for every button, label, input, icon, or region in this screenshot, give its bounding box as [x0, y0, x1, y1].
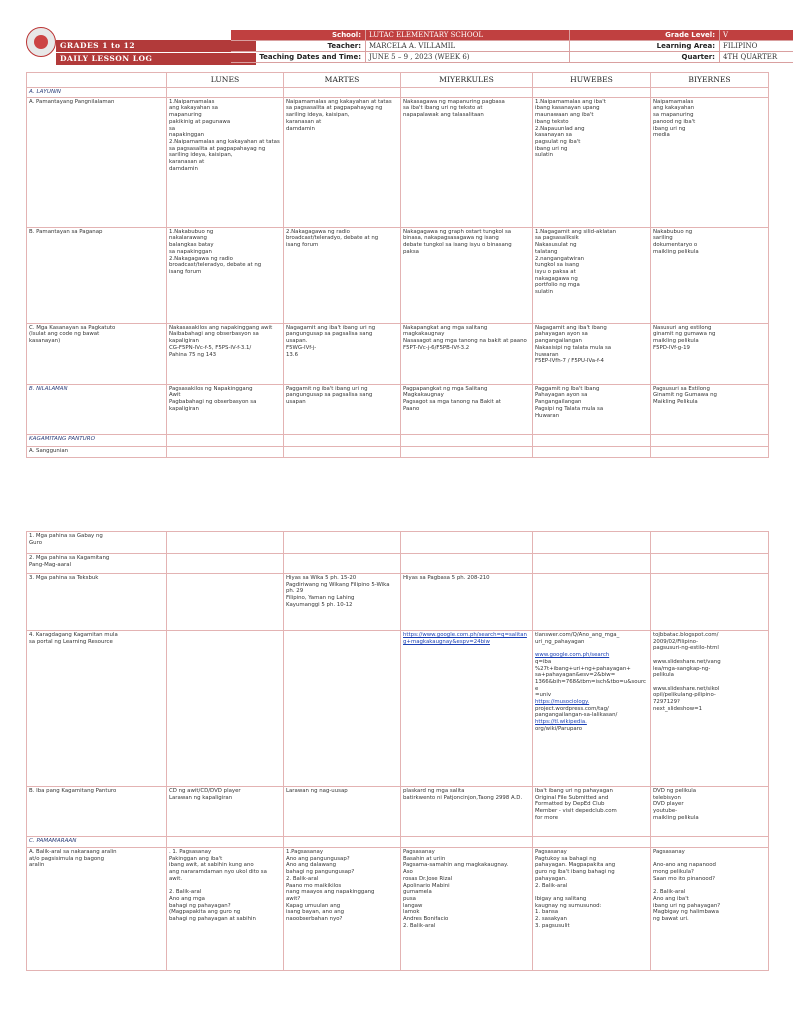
paganap-miyerkules: Nakagagawa ng graph ostart tungkol sa binasa, nakapagsasagawa ng isang debate tungkol sa isang isyu o binasang paksa	[401, 227, 533, 323]
lr-huwebes-text1: tlanswer.com/Q/Ano_ang_mga_ uri_ng_pahayagan	[535, 632, 620, 645]
teksbuk-lunes	[167, 574, 284, 631]
lesson-log-header	[26, 27, 778, 67]
learning-resource-label: 4. Karagdagang Kagamitan mula sa portal ng Learning Resource	[27, 631, 167, 787]
lr-huwebes-text2: q=iba %27t+ibang+uri+ng+pahayagan+ sa+pahayagan&esv=2&biw= 1366&bih=768&tbm=isch&tbo=u&source =univ	[535, 658, 647, 699]
kasanayan-huwebes: Nagagamit ang iba't ibang pahayagan ayon sa pangangailangan Nakasisipi ng talata mula sa huwaran F5EP-IVfh-7 / F5PU-IVa-f-4	[533, 323, 651, 384]
teksbuk-miyerkules: Hiyas sa Pagbasa 5 ph. 208-210	[401, 574, 533, 631]
kasanayan-martes: Nagagamit ang iba't ibang uri ng pangungusap sa pagsalisa sang usapan. F5WG-IVf-j- 13.6	[284, 323, 401, 384]
lr-biyernes: tojbbatac.blogspot.com/ 2009/02/Filipino- pagsusuri-ng-estilo-html www.slideshare.net/vang lea/mga-sangkap-ng- pelikula www.slideshare.net/sikol opil/pelikulang-pilipino- 7297129? next_slideshow=1	[651, 631, 769, 787]
quarter-value: 4TH QUARTER	[719, 52, 793, 62]
pangnilalaman-biyernes: Naipamamalas ang kakayahan sa mapanuring panood ng iba't ibang uri ng media	[651, 97, 769, 227]
sanggunian-row	[27, 446, 769, 457]
grade-value: V	[719, 30, 793, 40]
nilalaman-huwebes: Paggamit ng Iba't Ibang Pahayagan ayon sa Pangangailangan Pagsipi ng Talata mula sa Huwaran	[533, 384, 651, 434]
corner-cell	[27, 73, 167, 88]
nilalaman-lunes: Pagsasakilos ng Napakinggang Awit Pagbabahagi ng obserbasyon sa kapaligiran	[167, 384, 284, 434]
pamamaraan-row	[27, 837, 769, 848]
grade-label: Grade Level:	[569, 30, 719, 40]
gabay-label: 1. Mga pahina sa Gabay ng Guro	[27, 532, 167, 554]
nilalaman-miyerkules: Pagpapangkat ng mga Salitang Magkakaugnay Pagsagot sa mga tanong na Bakit at Paano	[401, 384, 533, 434]
iba-miyerkules: plaskard ng mga salita batirkwento ni Patjoncinjon,Taong 2998 A.D.	[401, 787, 533, 837]
pangnilalaman-martes: Naipamamalas ang kakayahan at tatas sa pagsasalita at pagpapahayag ng sariling ideya, kaisipan, karanasan at damdamin	[284, 97, 401, 227]
kagamitang-mag-aaral-row	[27, 554, 769, 574]
kasanayan-miyerkules: Nakapangkat ang mga salitang magkakaugnay Nasasagot ang mga tanong na bakit at paano F5PT-IVc-j-6/F5PB-IVf-3.2	[401, 323, 533, 384]
day-huwebes: HUWEBES	[533, 73, 651, 88]
balik-huwebes: Pagsasanay Pagtukoy sa bahagi ng pahayagan. Magpapakita ang guro ng iba't ibang bahagi ng pahayagan. 2. Balik-aral Ibigay ang salitang kaugnay ng sumusunod: 1. bansa 2. sasakyan 3. pagsusulit	[533, 848, 651, 971]
school-label: School:	[332, 31, 361, 39]
lr-huwebes-link1[interactable]: www.google.com.ph/search	[535, 652, 610, 659]
lesson-table-part1	[26, 72, 769, 458]
day-biyernes: BIYERNES	[651, 73, 769, 88]
teksbuk-biyernes	[651, 574, 769, 631]
balik-aral-row	[27, 848, 769, 971]
pangnilalaman-miyerkules: Nakasagawa ng mapanuring pagbasa sa iba't ibang uri ng teksto at napapalawak ang talasalitaan	[401, 97, 533, 227]
pangnilalaman-huwebes: 1.Naipamamalas ang iba't ibang kasanayan upang maunawaan ang iba't ibang teksto 2.Napauunlad ang kasanayan sa pagsulat ng iba't ibang uri ng sulatin	[533, 97, 651, 227]
layunin-row	[27, 88, 769, 98]
deped-seal-icon	[26, 27, 56, 57]
layunin-heading: A. LAYUNIN	[27, 88, 167, 98]
kasanayan-label: C. Mga Kasanayan sa Pagkatuto (Isulat ang code ng bawat kasanayan)	[27, 323, 167, 384]
header-row-school	[231, 30, 793, 41]
day-miyerkules: MIYERKULES	[401, 73, 533, 88]
lr-huwebes	[533, 631, 651, 787]
iba-lunes: CD ng awit/CD/DVD player Larawan ng kapaligiran	[167, 787, 284, 837]
gabay-row	[27, 532, 769, 554]
paganap-martes: 2.Nakagagawa ng radio broadcast/teleradyo, debate at ng isang forum	[284, 227, 401, 323]
area-label: Learning Area:	[569, 41, 719, 51]
learning-resource-row	[27, 631, 769, 787]
sanggunian-label: A. Sanggunian	[27, 446, 167, 457]
kagamitang-mag-aaral-label: 2. Mga pahina sa Kagamitang Pang-Mag-aaral	[27, 554, 167, 574]
header-row-dates	[231, 52, 793, 63]
nilalaman-label: B. NILALAMAN	[27, 384, 167, 434]
teksbuk-row	[27, 574, 769, 631]
pamamaraan-heading: C. PAMAMARAAN	[27, 837, 167, 848]
day-header-row	[27, 73, 769, 88]
kagamitan-row	[27, 434, 769, 446]
paganap-label: B. Pamantayan sa Paganap	[27, 227, 167, 323]
iba-huwebes: Iba't ibang uri ng pahayagan Original File Submitted and Formatted by DepEd Club Member - visit depedclub.com for more	[533, 787, 651, 837]
iba-martes: Larawan ng nag-uusap	[284, 787, 401, 837]
school-value: LUTAC ELEMENTARY SCHOOL	[365, 30, 569, 40]
iba-biyernes: DVD ng pelikula telebisyon DVD player youtube- maikling pelikula	[651, 787, 769, 837]
iba-pang-kagamitan-row	[27, 787, 769, 837]
quarter-label: Quarter:	[569, 52, 719, 62]
teksbuk-huwebes	[533, 574, 651, 631]
area-value: FILIPINO	[719, 41, 793, 51]
lesson-table-part2	[26, 531, 769, 971]
day-lunes: LUNES	[167, 73, 284, 88]
pangnilalaman-label: A. Pamantayang Pangnilalaman	[27, 97, 167, 227]
subtitle-band: DAILY LESSON LOG	[56, 53, 256, 65]
balik-biyernes: Pagsasanay Ano-ano ang napanood mong pelikula? Saan mo ito pinanood? 2. Balik-aral Ano ang iba't ibang uri ng pahayagan? Magbigay ng halimbawa ng bawat uri.	[651, 848, 769, 971]
lr-miyerkules-link[interactable]: https://www.google.com.ph/search=q=salitang+magkakaugnay&espv=24biw	[403, 632, 527, 645]
paganap-row	[27, 227, 769, 323]
teacher-label: Teacher:	[327, 42, 361, 50]
dates-label: Teaching Dates and Time:	[259, 53, 361, 61]
lr-miyerkules	[401, 631, 533, 787]
kasanayan-biyernes: Nasusuri ang estilong ginamit ng gumawa ng maikling pelikula F5PD-IVf-g-19	[651, 323, 769, 384]
nilalaman-row	[27, 384, 769, 434]
title-band: GRADES 1 to 12	[56, 40, 256, 52]
nilalaman-martes: Paggamit ng iba't ibang uri ng pangungusap sa pagsalisa sang usapan	[284, 384, 401, 434]
header-info-grid	[231, 30, 793, 63]
day-martes: MARTES	[284, 73, 401, 88]
nilalaman-biyernes: Pagsusuri sa Estilong Ginamit ng Gumawa ng Maikling Pelikula	[651, 384, 769, 434]
paganap-lunes: 1.Nakabubuo ng nakalarawang balangkas batay sa napakinggan 2.Nakagagawa ng radio broadcast/teleradyo, debate at ng isang forum	[167, 227, 284, 323]
header-row-teacher	[231, 41, 793, 52]
paganap-huwebes: 1.Nagagamit ang silid-aklatan sa pagsasaliksik Nakasusulat ng talatang 2.nangangatwiran tungkol sa isang isyu o paksa at nakagagawa ng portfolio ng mga sulatin	[533, 227, 651, 323]
teacher-value: MARCELA A. VILLAMIL	[365, 41, 569, 51]
kasanayan-lunes: Nakasasakilos ang napakinggang awit Naibabahagi ang obserbasyon sa kapaligiran CG-F5PN-IVc-f-5, F5PS-IV-f-3.1/ Pahina 75 ng 143	[167, 323, 284, 384]
balik-martes: 1.Pagsasanay Ano ang pangungusap? Ano ang dalawang bahagi ng pangungusap? 2. Balik-aral Paano mo maikikilos nang maayos ang napakinggang awit? Kapag umuulan ang isang bayan, ano ang naoobserbahan nyo?	[284, 848, 401, 971]
balik-aral-label: A. Balik-aral sa nakaraang aralin at/o pagsisimula ng bagong aralin	[27, 848, 167, 971]
lr-huwebes-text3: project.wordpress.com/tag/ pangangailangan-sa-lalikasan/	[535, 705, 618, 719]
lr-huwebes-text4: org/wiki/Paruparo	[535, 725, 583, 732]
teksbuk-label: 3. Mga pahina sa Teksbuk	[27, 574, 167, 631]
pangnilalaman-lunes: 1.Naipamamalas ang kakayahan sa mapanuring pakikinig at pagunawa sa napakinggan 2.Naipamamalas ang kakayahan at tatas sa pagsasalita at pagpapahayag ng sariling ideya, kaisipan, karanasan at damdamin	[167, 97, 284, 227]
balik-lunes: . 1. Pagsasanay Pakinggan ang iba't ibang awit, at sabihin kung ano ang nararamdaman nyo ukol dito sa awit. 2. Balik-aral Ano ang mga bahagi ng pahayagan? (Magpapakita ang guro ng bahagi ng pahayagan at sabihin	[167, 848, 284, 971]
iba-pang-kagamitan-label: B. Iba pang Kagamitang Panturo	[27, 787, 167, 837]
dates-value: JUNE 5 – 9 , 2023 (WEEK 6)	[365, 52, 569, 62]
lr-huwebes-link2[interactable]: https://musociology.	[535, 699, 590, 706]
lr-huwebes-link3[interactable]: https://tl.wikipedia.	[535, 719, 587, 726]
kasanayan-row	[27, 323, 769, 384]
paganap-biyernes: Nakabubuo ng sariling dokumentaryo o maikling pelikula	[651, 227, 769, 323]
kagamitan-heading: KAGAMITANG PANTURO	[27, 434, 167, 446]
teksbuk-martes: Hiyas sa Wika 5 ph. 15-20 Pagdiriwang ng Wikang Filipino 5-Wika ph. 29 Filipino, Yaman ng Lahing Kayumanggi 5 ph. 10-12	[284, 574, 401, 631]
balik-miyerkules: Pagsasanay Basahin at uriin Pagsama-samahin ang magkakaugnay. Aso rosas Dr.Jose Rizal Apolinario Mabini gumamela pusa langaw lamok Andres Bonifacio 2. Balik-aral	[401, 848, 533, 971]
pangnilalaman-row	[27, 97, 769, 227]
